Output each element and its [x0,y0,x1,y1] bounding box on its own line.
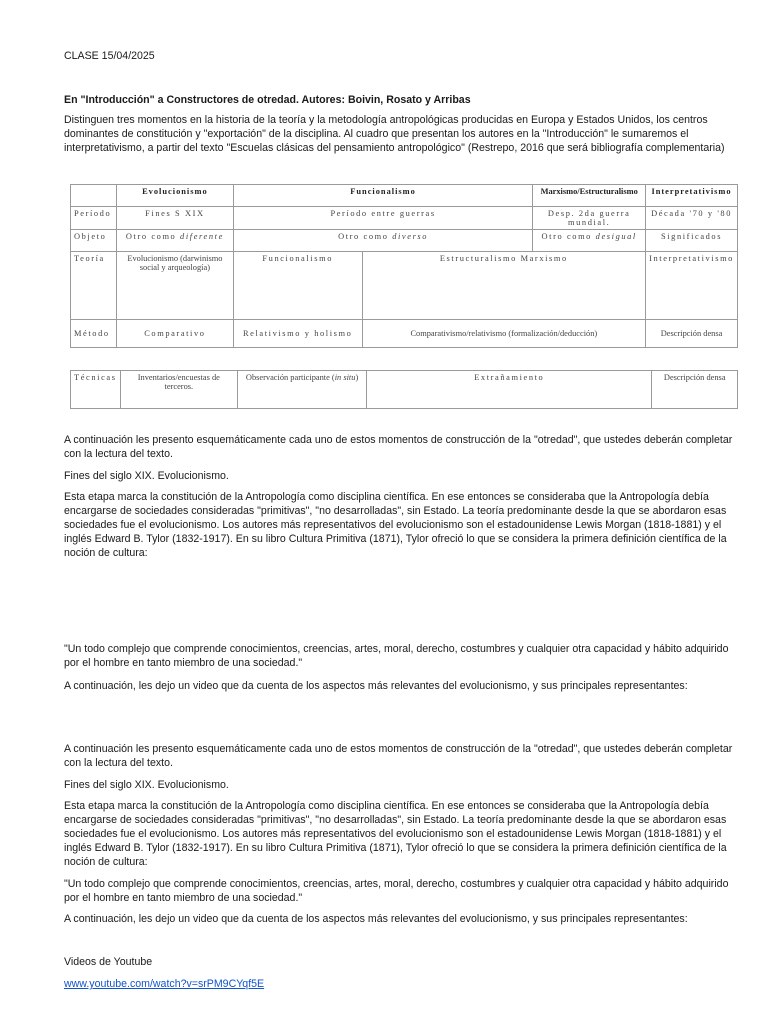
cell-periodo-func: Período entre guerras [233,207,532,230]
cell-tecnicas-evol: Inventarios/encuestas de terceros. [120,371,238,409]
cell-periodo-evol: Fines S XIX [116,207,233,230]
cell-teoria-evol: Evolucionismo (darwinismo social y arqueología) [116,252,233,320]
videos-label: Videos de Youtube [64,956,153,968]
techniques-table [70,370,738,409]
header-funcionalismo: Funcionalismo [233,185,532,207]
cell-periodo-marx: Desp. 2da guerra mundial. [533,207,646,230]
row-label-objeto: Objeto [71,230,117,252]
cell-tecnicas-interp: Descripción densa [652,371,738,409]
intro-paragraph: Distinguen tres momentos en la historia de la teoría y la metodología antropológicas producidas en Europa y Estados Unidos, los centros dominantes de constitución y "exportación" de la disciplina. Al cuadro que presentan los autores en la "Introducción" le sumaremos el interpretativismo, a partir del texto "Escuelas clásicas del pensamiento antropológico" (Restrepo, 2016 que será bibliografía complementaria) [64,114,725,154]
row-label-periodo: Período [71,207,117,230]
cell-objeto-func: Otro como diverso [233,230,532,252]
date-line: CLASE 15/04/2025 [64,50,155,62]
header-evolucionismo: Evolucionismo [116,185,233,207]
section2-subheading: Fines del siglo XIX. Evolucionismo. [64,779,229,791]
page-heading: En "Introducción" a Constructores de otredad. Autores: Boivin, Rosato y Arribas [64,94,471,106]
cell-teoria-func: Funcionalismo [233,252,362,320]
cell-teoria-estr: Estructuralismo Marxismo [362,252,646,320]
section1-paragraph-1: A continuación les presento esquemáticamente cada uno de estos momentos de construcción de la "otredad", que ustedes deberán completar con la lectura del texto. [64,434,733,460]
row-label-tecnicas: Técnicas [71,371,121,409]
youtube-link[interactable]: www.youtube.com/watch?v=srPM9CYqf5E [64,978,265,990]
cell-objeto-evol: Otro como diferente [116,230,233,252]
row-label-teoria: Teoría [71,252,117,320]
section1-quote: "Un todo complejo que comprende conocimientos, creencias, artes, moral, derecho, costumbres y cualquier otra capacidad y hábito adquirido por el hombre en tanto miembro de una sociedad." [64,643,729,669]
section2-quote: "Un todo complejo que comprende conocimientos, creencias, artes, moral, derecho, costumbres y cualquier otra capacidad y hábito adquirido por el hombre en tanto miembro de una sociedad." [64,878,729,904]
section1-paragraph-3: A continuación, les dejo un video que da cuenta de los aspectos más relevantes del evolucionismo, y sus principales representantes: [64,680,688,692]
cell-tecnicas-func: Observación participante (in situ) [238,371,367,409]
cell-metodo-interp: Descripción densa [646,320,738,348]
cell-metodo-evol: Comparativo [116,320,233,348]
header-interpretativismo: Interpretativismo [646,185,738,207]
cell-metodo-comp: Comparativismo/relativismo (formalización/deducción) [362,320,646,348]
header-blank [71,185,117,207]
cell-teoria-interp: Interpretativismo [646,252,738,320]
header-marxismo: Marxismo/Estructuralismo [533,185,646,207]
cell-objeto-marx: Otro como desigual [533,230,646,252]
section2-paragraph-3: A continuación, les dejo un video que da cuenta de los aspectos más relevantes del evolucionismo, y sus principales representantes: [64,913,688,925]
cell-periodo-interp: Década '70 y '80 [646,207,738,230]
cell-metodo-func: Relativismo y holismo [233,320,362,348]
cell-objeto-interp: Significados [646,230,738,252]
section1-paragraph-2: Esta etapa marca la constitución de la Antropología como disciplina científica. En ese entonces se consideraba que la Antropología debía encargarse de sociedades consideradas "primitivas", "no desarrolladas", sin Estado. La teoría predominante desde la que se abordaron esas sociedades fue el evolucionismo. Los autores más representativos del evolucionismo son el estadounidense Lewis Morgan (1818-1881) y el inglés Edward B. Tylor (1832-1917). En su libro Cultura Primitiva (1871), Tylor ofreció lo que se considera la primera definición científica de la noción de cultura: [64,491,727,559]
section2-paragraph-2: Esta etapa marca la constitución de la Antropología como disciplina científica. En ese entonces se consideraba que la Antropología debía encargarse de sociedades consideradas "primitivas", "no desarrolladas", sin Estado. La teoría predominante desde la que se abordaron esas sociedades fue el evolucionismo. Los autores más representativos del evolucionismo son el estadounidense Lewis Morgan (1818-1881) y el inglés Edward B. Tylor (1832-1917). En su libro Cultura Primitiva (1871), Tylor ofreció lo que se considera la primera definición científica de la noción de cultura: [64,800,727,868]
section2-paragraph-1: A continuación les presento esquemáticamente cada uno de estos momentos de construcción de la "otredad", que ustedes deberán completar con la lectura del texto. [64,743,733,769]
cell-tecnicas-estr: Extrañamiento [367,371,652,409]
anthropology-comparison-table [70,184,738,348]
section1-subheading: Fines del siglo XIX. Evolucionismo. [64,470,229,482]
row-label-metodo: Método [71,320,117,348]
